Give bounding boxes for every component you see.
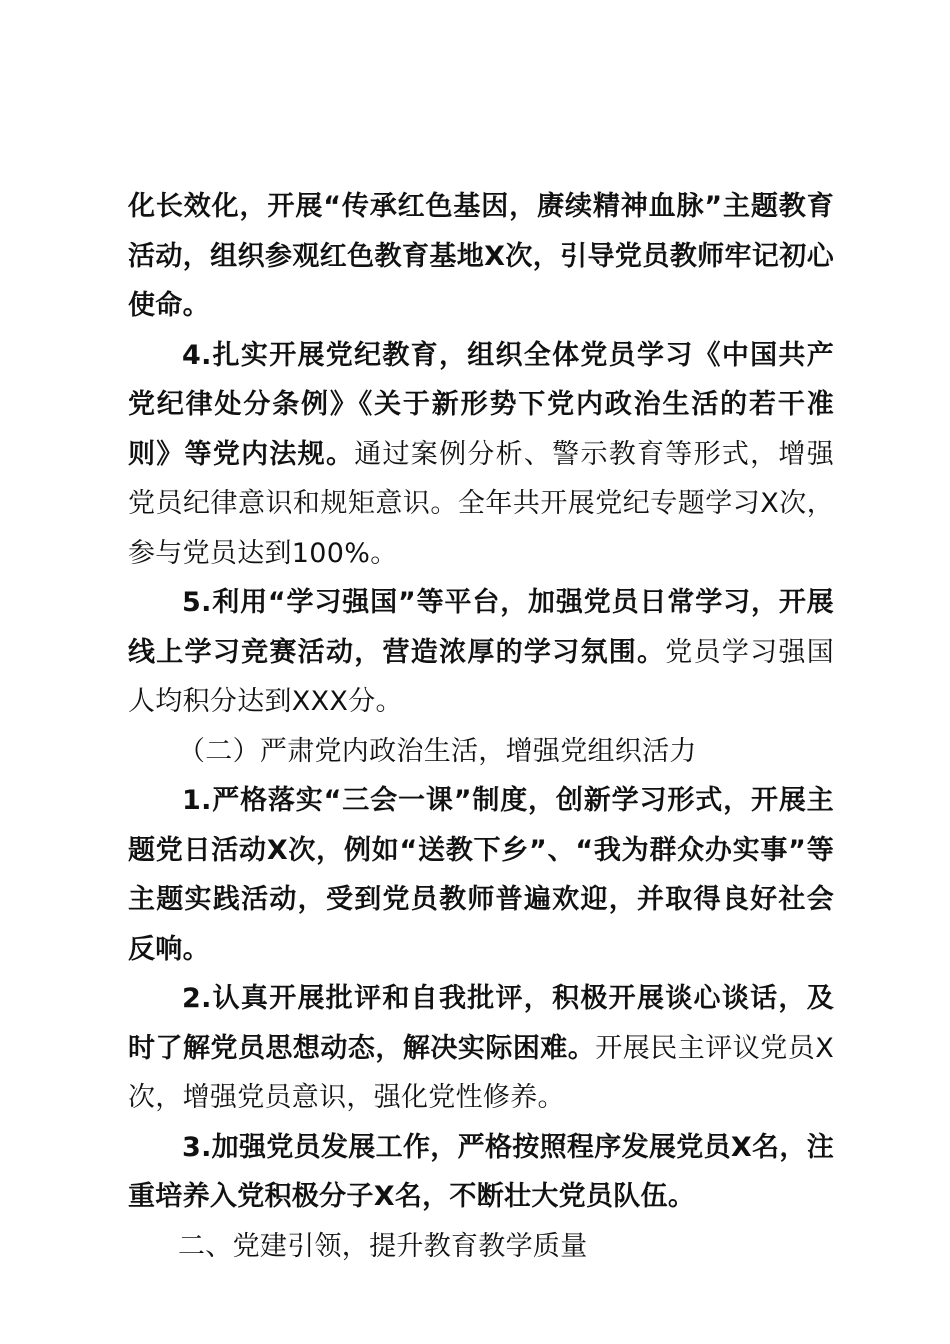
bold-text: 4.扎实开展党纪教育，组织全体党员学习《中国共产党纪律处分条例》《关于新形势下党内政治生活的若干准则》等党内法规。 xyxy=(128,339,834,470)
document-page xyxy=(128,182,834,1271)
paragraph-item-5 xyxy=(128,578,834,727)
bold-text: 5.利用“学习强国”等平台，加强党员日常学习，开展线上学习竞赛活动，营造浓厚的学习氛围。 xyxy=(128,587,834,668)
section-heading: 二、党建引领，提升教育教学质量 xyxy=(178,1230,588,1262)
bold-text: 2.认真开展批评和自我批评，积极开展谈心谈话，及时了解党员思想动态，解决实际困难。 xyxy=(128,983,834,1064)
normal-text: 党员学习强国人均积分达到XXX分。 xyxy=(128,636,834,717)
paragraph-item-1 xyxy=(128,776,834,974)
paragraph-item-3 xyxy=(128,1123,834,1222)
paragraph-continuation xyxy=(128,182,834,331)
bold-text: 3.加强党员发展工作，严格按照程序发展党员X名，注重培养入党积极分子X名，不断壮大党员队伍。 xyxy=(128,1131,834,1212)
paragraph-item-2 xyxy=(128,974,834,1123)
bold-text: 化长效化，开展“传承红色基因，赓续精神血脉”主题教育活动，组织参观红色教育基地X次，引导党员教师牢记初心使命。 xyxy=(128,191,834,321)
normal-text: 开展民主评议党员X次，增强党员意识，强化党性修养。 xyxy=(128,1032,834,1113)
bold-text: 1.严格落实“三会一课”制度，创新学习形式，开展主题党日活动X次，例如“送教下乡”、“我为群众办实事”等主题实践活动，受到党员教师普遍欢迎，并取得良好社会反响。 xyxy=(128,785,834,965)
section-subheading: （二）严肃党内政治生活，增强党组织活力 xyxy=(178,735,697,767)
paragraph-item-4 xyxy=(128,331,834,579)
normal-text: 通过案例分析、警示教育等形式，增强党员纪律意识和规矩意识。全年共开展党纪专题学习X次，参与党员达到100%。 xyxy=(128,438,834,569)
